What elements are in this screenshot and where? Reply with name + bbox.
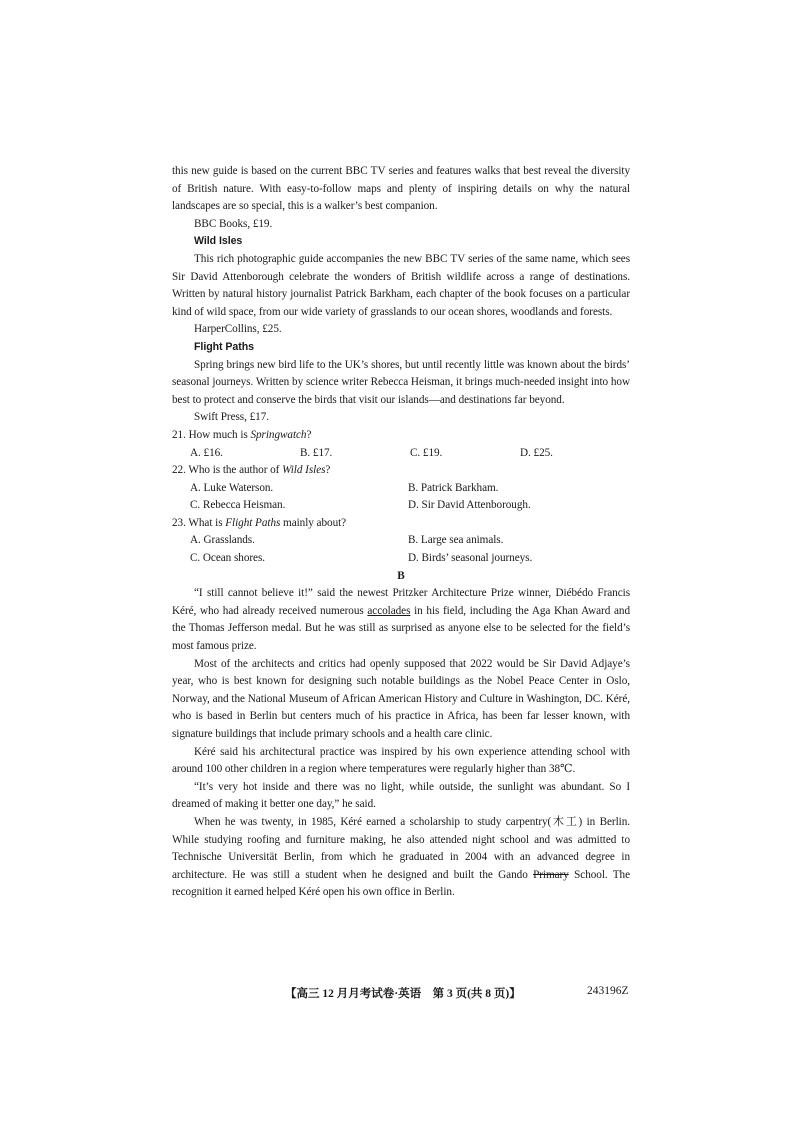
section-b-paragraph-4: “It’s very hot inside and there was no light, while outside, the sunlight was abundant. So I dreamed of making it better one day,” he said. (172, 780, 630, 811)
section-b-paragraph-5 (172, 814, 630, 902)
paragraph-1-part-b: in his field, including the Aga Khan Award and the Thomas Jefferson medal. But he was still as surprised as anyone else to be selected for the field’s most famous prize. (172, 604, 630, 653)
flight-paths-price: Swift Press, £17. (194, 411, 269, 424)
option-c: C. £19. (410, 446, 443, 459)
section-b-label: B (397, 569, 405, 582)
question-21-title: Springwatch (250, 428, 307, 441)
paragraph-1-part-a: “I still cannot believe it!” said the newest Pritzker Architecture Prize winner, Diébédo Francis Kéré, who had already received numerous (172, 587, 630, 617)
springwatch-description: this new guide is based on the current BBC TV series and features walks that best reveal the diversity of British nature. With easy-to-follow maps and plenty of inspiring details on why the natural landscapes are so special, this is a walker’s best companion. (172, 165, 630, 213)
question-23-options-row-1 (172, 532, 630, 550)
option-d: D. Sir David Attenborough. (408, 499, 531, 512)
paragraph-5-part-a: When he was twenty, in 1985, Kéré earned a scholarship to study carpentry(木工) in Berlin. While studying roofing and furniture making, he also attended night school and was admitted to Technische Universität Berlin, from which he graduated in 2004 with an advanced degree in architecture. He was still a student when he designed and built the Gando (172, 815, 630, 881)
exam-code: 243196Z (587, 985, 629, 997)
page-footer (285, 985, 629, 1001)
underlined-word: accolades (367, 604, 411, 617)
option-a: A. Grasslands. (190, 534, 255, 547)
question-22-title: Wild Isles (282, 464, 326, 477)
option-a: A. £16. (190, 446, 223, 459)
option-b: B. Patrick Barkham. (408, 481, 499, 494)
question-22-text: 22. Who is the author of (172, 464, 283, 477)
option-b: B. Large sea animals. (408, 534, 504, 547)
question-21-end: ? (306, 428, 312, 441)
footer-title: 【高三 12 月月考试卷·英语 第 3 页(共 8 页)】 (285, 988, 521, 1000)
question-23-end: mainly about? (280, 516, 347, 529)
question-23-text: 23. What is (172, 516, 226, 529)
section-b-paragraph-3: Kéré said his architectural practice was inspired by his own experience attending school with around 100 other children in a region where temperatures were regularly higher than 38℃. (172, 745, 630, 776)
flight-paths-description: Spring brings new bird life to the UK’s shores, but until recently little was known about the birds’ seasonal journeys. Written by science writer Rebecca Heisman, it brings much-needed insight into how best to protect and conserve the birds that visit our islands—and destinations far beyond. (172, 358, 630, 406)
struck-word: Primary (533, 868, 569, 881)
wild-isles-price: HarperCollins, £25. (194, 323, 282, 336)
option-c: C. Rebecca Heisman. (190, 499, 286, 512)
question-23 (172, 515, 630, 533)
question-23-title: Flight Paths (225, 516, 281, 529)
wild-isles-heading: Wild Isles (194, 235, 243, 248)
option-a: A. Luke Waterson. (190, 481, 274, 494)
question-21 (172, 427, 630, 445)
paragraph-5-part-b: School. The recognition it earned helped Kéré open his own office in Berlin. (172, 868, 631, 899)
question-21-options (172, 445, 630, 463)
page-content (172, 163, 630, 902)
section-b-paragraph-1 (172, 585, 630, 655)
question-23-options-row-2 (172, 550, 630, 568)
question-22-options-row-2 (172, 497, 630, 515)
section-b-paragraph-2: Most of the architects and critics had openly supposed that 2022 would be Sir David Adjaye’s year, who is best known for designing such notable buildings as the Nobel Peace Center in Oslo, Norway, and the National Museum of African American History and Culture in Washington, DC. Kéré, who is based in Berlin but centers much of his practice in Africa, has been far lesser known, with signature buildings that include primary schools and a health care clinic. (172, 657, 630, 740)
question-22-options-row-1 (172, 480, 630, 498)
question-22-end: ? (325, 464, 331, 477)
springwatch-price: BBC Books, £19. (194, 217, 273, 230)
option-d: D. Birds’ seasonal journeys. (408, 552, 533, 565)
question-22 (172, 462, 630, 480)
option-d: D. £25. (520, 446, 553, 459)
question-21-text: 21. How much is (172, 428, 251, 441)
option-b: B. £17. (300, 446, 333, 459)
wild-isles-description: This rich photographic guide accompanies the new BBC TV series of the same name, which sees Sir David Attenborough celebrate the wonders of British wildlife across a range of destinations. Written by natural history journalist Patrick Barkham, each chapter of the book focuses on a particular kind of wild space, from our wide variety of grasslands to our ocean shores, woodlands and forests. (172, 252, 630, 318)
option-c: C. Ocean shores. (190, 552, 266, 565)
flight-paths-heading: Flight Paths (194, 340, 255, 353)
